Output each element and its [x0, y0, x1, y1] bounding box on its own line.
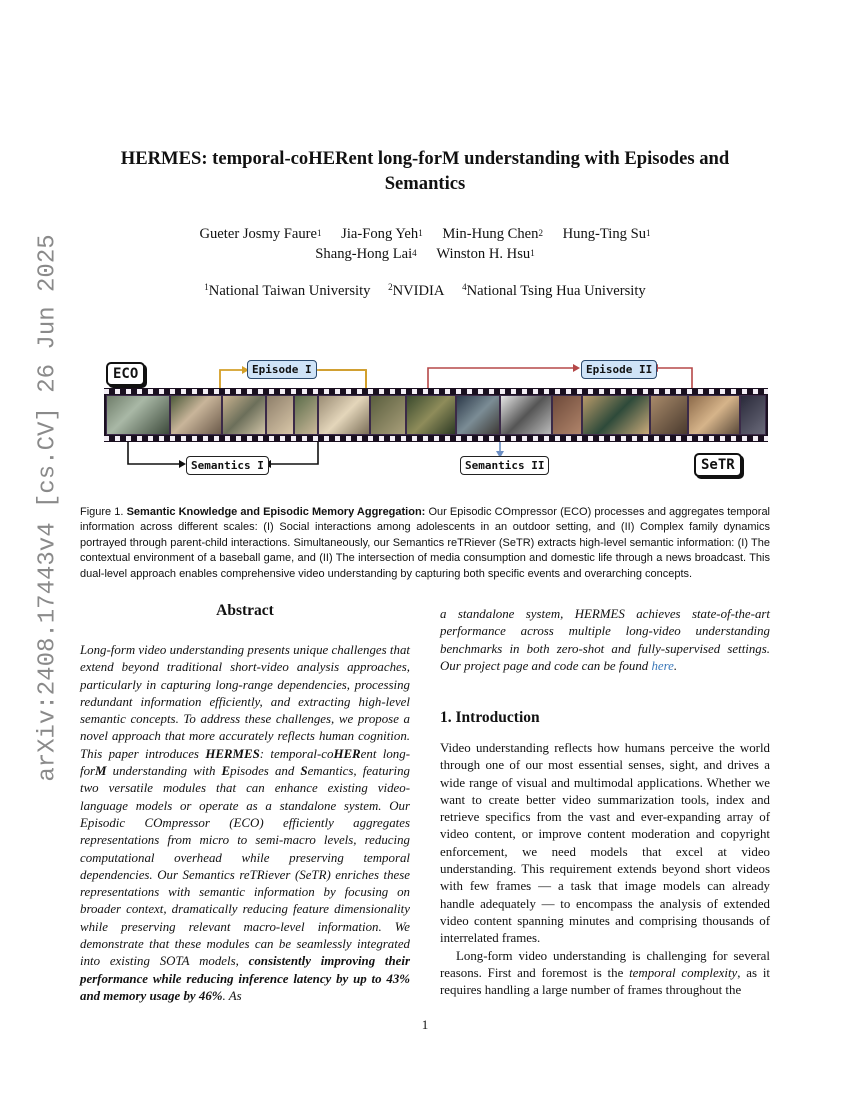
video-frame	[266, 395, 294, 435]
video-frame	[106, 395, 170, 435]
abstract-text: Long-form video understanding presents unique challenges that extend beyond traditional short-video analysis approaches, particularly in capturing long-range dependencies, processing redundant information efficiently, and extracting high-level semantic concepts. To address these challenges, we propose a novel approach that more accurately reflects human cognition. This paper introduces HERMES: temporal-coHERent long-forM understanding with Episodes and Semantics, featuring two versatile modules that can enhance existing video-language models or operate as a standalone system. Our Episodic COmpressor (ECO) efficiently aggregates representations from micro to semi-macro levels, reducing computational overhead while preserving temporal dependencies. Our Semantics reTRiever (SeTR) enriches these representations with semantic information by focusing on broader context, dramatically reducing feature dimensionality while preserving relevant macro-level information. We demonstrate that these modules can be seamlessly integrated into existing SOTA models, consistently improving their performance while reducing inference latency by up to 43% and memory usage by 46%. As	[80, 643, 410, 1003]
setr-label: SeTR	[694, 453, 742, 477]
affiliation: $^1$National Taiwan University	[204, 282, 371, 299]
semantics2-label: Semantics II	[460, 456, 549, 475]
video-frame	[170, 395, 222, 435]
abstract-continuation: a standalone system, HERMES achieves state-of-the-art performance across multiple long-video understanding benchmarks in both zero-shot and fully-supervised settings. Our project page and code can be found here.	[440, 607, 770, 673]
affiliation-list	[80, 283, 770, 300]
page-number: 1	[421, 1017, 429, 1032]
semantics1-label: Semantics I	[186, 456, 269, 475]
video-frame	[582, 395, 650, 435]
video-frame	[456, 395, 500, 435]
author: Shang-Hong Lai$^4$	[315, 246, 417, 262]
affiliation: $^2$NVIDIA	[388, 282, 445, 299]
abstract-heading: Abstract	[216, 602, 274, 619]
paper-title: HERMES: temporal-coHERent long-forM understanding with Episodes and Semantics	[120, 148, 730, 194]
section-heading-introduction: 1. Introduction	[440, 709, 540, 726]
author: Min-Hung Chen$^2$	[442, 226, 543, 242]
arxiv-identifier: arXiv:2408.17443v4 [cs.CV] 26 Jun 2025	[34, 234, 62, 782]
introduction-text	[440, 740, 770, 999]
author: Hung-Ting Su$^1$	[562, 226, 651, 242]
figure-1	[104, 352, 768, 482]
video-frame	[650, 395, 688, 435]
author: Jia-Fong Yeh$^1$	[341, 226, 423, 242]
video-frame	[222, 395, 266, 435]
paragraph: Long-form video understanding is challenging for several reasons. First and foremost is the temporal complexity, as it requires handling a large number of frames throughout the	[440, 948, 770, 998]
video-frame	[552, 395, 582, 435]
eco-label: ECO	[106, 362, 145, 386]
video-frame	[370, 395, 406, 435]
paragraph: Video understanding reflects how humans perceive the world through one of our most essential senses, sight, and drives a wide range of visual and multimodal applications. Whether we want to create better video summarization tools, index and retrieve specifics from the vast and ever-expanding array of video content, or improve content moderation and copyright enforcement, we need models that excel at video understanding. This requirement extends beyond short videos with few frames — a task that image models can already handle adequately — to encompass the analysis of extended video content spanning minutes and comprising thousands of interrelated frames.	[440, 741, 770, 946]
video-frame	[294, 395, 318, 435]
author: Gueter Josmy Faure$^1$	[199, 226, 322, 242]
affiliation: $^4$National Tsing Hua University	[462, 282, 646, 299]
author: Winston H. Hsu$^1$	[436, 246, 535, 262]
video-frame	[406, 395, 456, 435]
episode2-label: Episode II	[581, 360, 657, 379]
video-filmstrip	[104, 388, 768, 442]
video-frame	[500, 395, 552, 435]
episode1-label: Episode I	[247, 360, 317, 379]
figure-caption: Figure 1. Semantic Knowledge and Episodic Memory Aggregation: Our Episodic COmpressor (ECO) processes and aggregates temporal information across different scales: (I) Social interactions among adolescents in an outdoor setting, and (II) Complex family dynamics portrayed through parent-child interactions. Simultaneously, our Semantics reTRiever (SeTR) extracts high-level semantic information: (I) The contextual environment of a baseball game, and (II) The intersection of media consumption and domestic life through a news broadcast. This dual-level approach enables comprehensive video understanding by capturing both specific events and overarching concepts.	[80, 506, 771, 580]
author-list	[80, 224, 770, 264]
project-page-link[interactable]: here	[651, 658, 674, 673]
video-frame	[740, 395, 766, 435]
video-frame	[318, 395, 370, 435]
video-frame	[688, 395, 740, 435]
